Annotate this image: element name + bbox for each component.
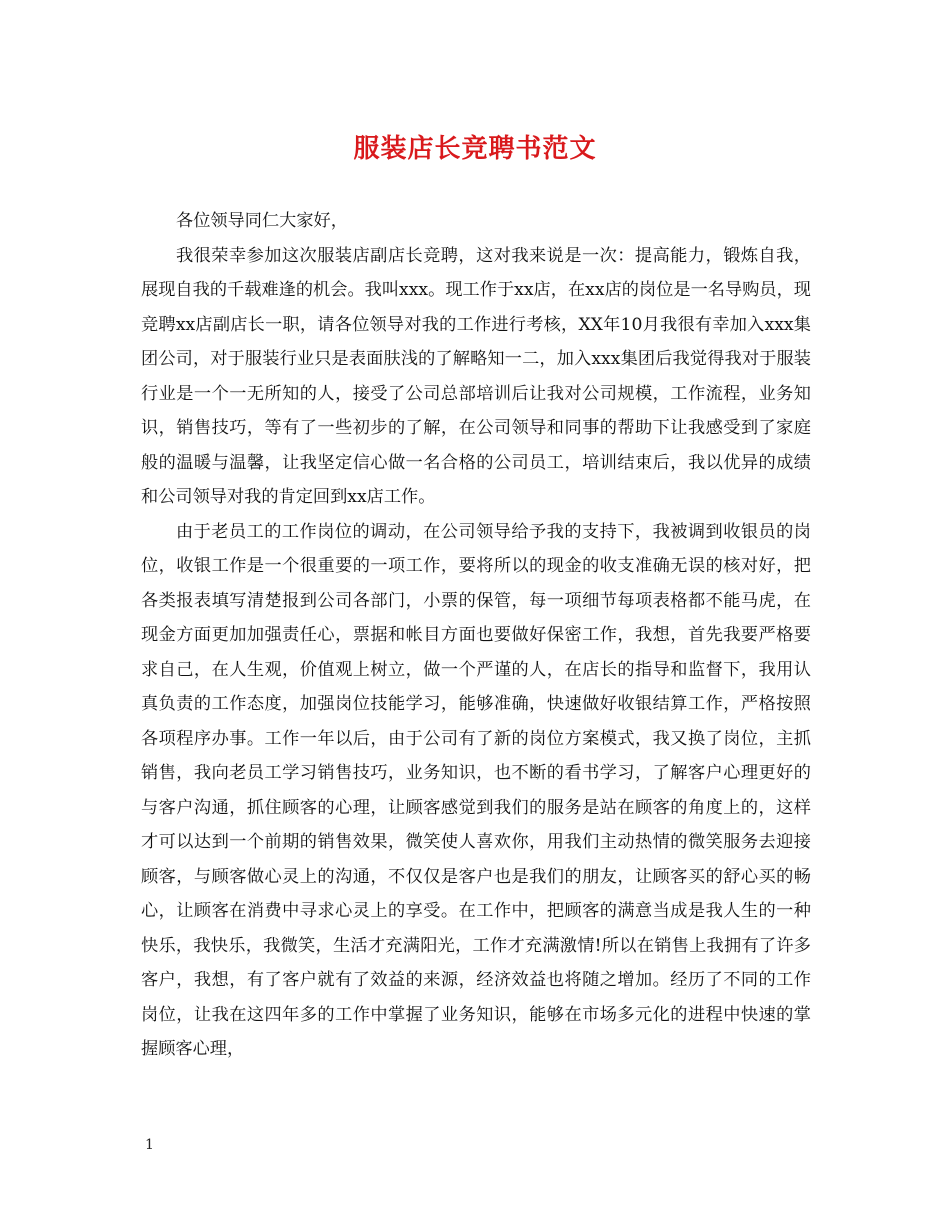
document-body (141, 204, 811, 1067)
paragraph-2: 由于老员工的工作岗位的调动，在公司领导给予我的支持下，我被调到收银员的岗位，收银工作是一个很重要的一项工作，要将所以的现金的收支准确无误的核对好，把各类报表填写清楚报到公司各部门，小票的保管，每一项细节每项表格都不能马虎，在现金方面更加加强责任心，票据和帐目方面也要做好保密工作，我想，首先我要严格要求自己，在人生观，价值观上树立，做一个严谨的人，在店长的指导和监督下，我用认真负责的工作态度，加强岗位技能学习，能够准确，快速做好收银结算工作，严格按照各项程序办事。工作一年以后，由于公司有了新的岗位方案模式，我又换了岗位，主抓销售，我向老员工学习销售技巧，业务知识，也不断的看书学习，了解客户心理更好的与客户沟通，抓住顾客的心理，让顾客感觉到我们的服务是站在顾客的角度上的，这样才可以达到一个前期的销售效果，微笑使人喜欢你，用我们主动热情的微笑服务去迎接顾客，与顾客做心灵上的沟通，不仅仅是客户也是我们的朋友，让顾客买的舒心买的畅心，让顾客在消费中寻求心灵上的享受。在工作中，把顾客的满意当成是我人生的一种快乐，我快乐，我微笑，生活才充满阳光，工作才充满激情!所以在销售上我拥有了许多客户，我想，有了客户就有了效益的来源，经济效益也将随之增加。经历了不同的工作岗位，让我在这四年多的工作中掌握了业务知识，能够在市场多元化的进程中快速的掌握顾客心理， (141, 521, 811, 1059)
page-number: 1 (145, 1137, 154, 1153)
paragraph-1: 我很荣幸参加这次服装店副店长竞聘，这对我来说是一次：提高能力，锻炼自我，展现自我的千载难逢的机会。我叫xxx。现工作于xx店，在xx店的岗位是一名导购员，现竞聘xx店副店长一职，请各位领导对我的工作进行考核，XX年10月我很有幸加入xxx集团公司，对于服装行业只是表面肤浅的了解略知一二，加入xxx集团后我觉得我对于服装行业是一个一无所知的人，接受了公司总部培训后让我对公司规模，工作流程，业务知识，销售技巧，等有了一些初步的了解，在公司领导和同事的帮助下让我感受到了家庭般的温暖与温馨，让我坚定信心做一名合格的公司员工，培训结束后，我以优异的成绩和公司领导对我的肯定回到xx店工作。 (141, 245, 811, 507)
document-title: 服装店长竞聘书范文 (353, 134, 597, 164)
salutation: 各位领导同仁大家好， (176, 211, 348, 231)
